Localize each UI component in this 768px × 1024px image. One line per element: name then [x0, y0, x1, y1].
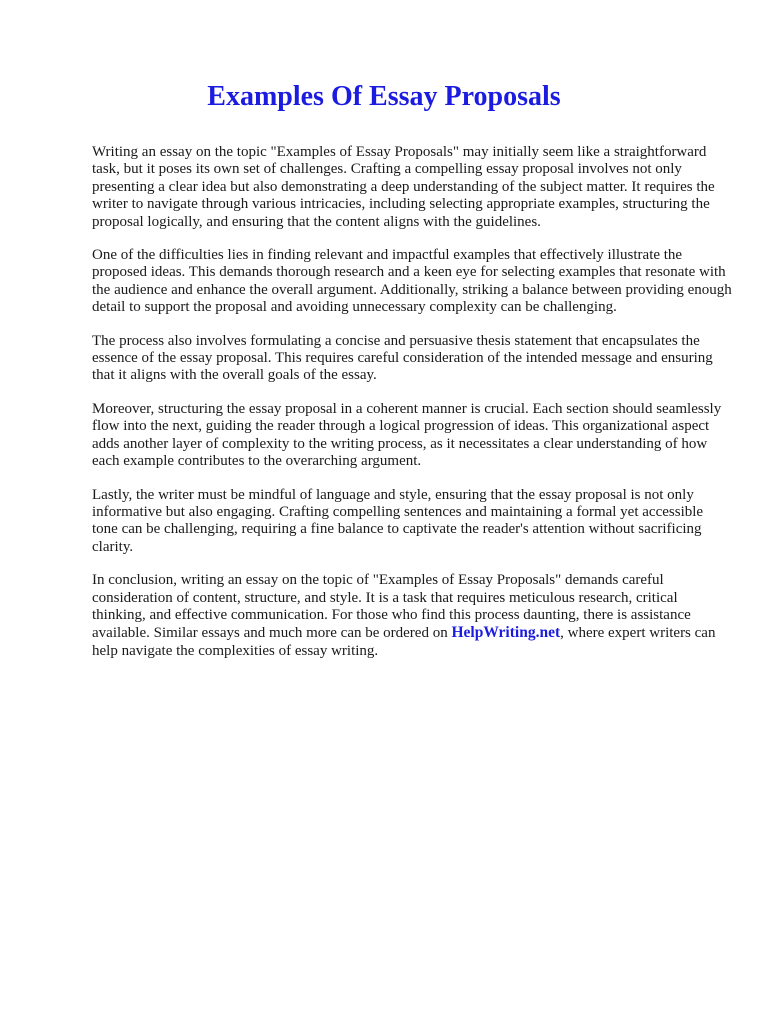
document-title: Examples Of Essay Proposals [207, 81, 561, 112]
helpwriting-link[interactable]: HelpWriting.net [451, 624, 561, 642]
paragraph-conclusion [92, 572, 732, 660]
paragraph-style: Lastly, the writer must be mindful of language and style, ensuring that the essay proposal is not only informative but also engaging. Crafting compelling sentences and maintaining a formal yet accessible tone can be challenging, requiring a fine balance to captivate the reader's attention without sacrificing clarity. [92, 486, 704, 555]
conclusion-text-before-link: In conclusion, writing an essay on the topic of "Examples of Essay Proposals" demands careful consideration of content, structure, and style. It is a task that requires meticulous research, critical thinking, and effective communication. For those who find this process daunting, there is assistance available. Similar essays and much more can be ordered on [92, 572, 691, 642]
conclusion-text-after-link: , where expert writers can help navigate the complexities of essay writing. [92, 625, 716, 659]
paragraph-structure: Moreover, structuring the essay proposal in a coherent manner is crucial. Each section should seamlessly flow into the next, guiding the reader through a logical progression of ideas. This organizational aspect adds another layer of complexity to the writing process, as it necessitates a clear understanding of how each example contributes to the overarching argument. [92, 400, 722, 470]
paragraph-examples: One of the difficulties lies in finding relevant and impactful examples that effectively illustrate the proposed ideas. This demands thorough research and a keen eye for selecting examples that resonate with the audience and enhance the overall argument. Additionally, striking a balance between providing enough detail to support the proposal and avoiding unnecessary complexity can be challenging. [92, 247, 732, 316]
paragraph-intro: Writing an essay on the topic "Examples of Essay Proposals" may initially seem like a straightforward task, but it poses its own set of challenges. Crafting a compelling essay proposal involves not only presenting a clear idea but also demonstrating a deep understanding of the subject matter. It requires the writer to navigate through various intricacies, including selecting appropriate examples, structuring the proposal logically, and ensuring that the content aligns with the guidelines. [92, 144, 715, 230]
paragraph-thesis: The process also involves formulating a concise and persuasive thesis statement that encapsulates the essence of the essay proposal. This requires careful consideration of the intended message and ensuring that it aligns with the overall goals of the essay. [92, 332, 713, 384]
